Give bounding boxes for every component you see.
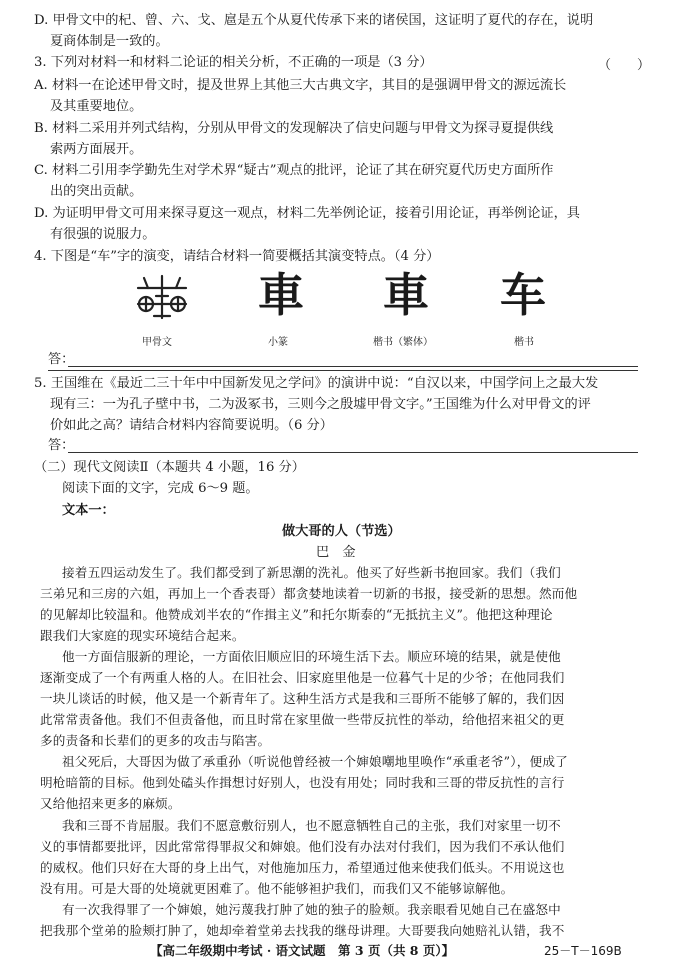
q3-option-b-cont: 索两方面展开。 — [50, 142, 143, 157]
paragraph-line: 的见解却比较温和。他赞成刘半农的“作揖主义”和托尔斯泰的“无抵抗主义”。他把这种理论 — [40, 607, 553, 622]
q3-option-d-cont: 有很强的说服力。 — [50, 227, 156, 242]
question-5-cont2: 价如此之高？请结合材料内容简要说明。（6 分） — [50, 418, 333, 433]
label-small-seal: 小篆 — [268, 337, 288, 348]
paragraph-line: 跟我们大家庭的现实环境结合起来。 — [40, 628, 245, 643]
paragraph-line: 又给他招来更多的麻烦。 — [40, 796, 181, 811]
small-seal-che-glyph: 車 — [258, 268, 304, 322]
paragraph-line: 一块儿谈话的时候，他又是一个新青年了。这种生活方式是我和三哥所不能够了解的，我们因 — [40, 691, 565, 706]
answer-label-q5: 答： — [48, 438, 75, 453]
paragraph-line: 的威权。他们只好在大哥的身上出气，对他施加压力，希望通过他来使我们低头。不用说这也 — [40, 860, 565, 875]
paragraph-line: 此常常责备他。我们不但责备他，而且时常在家里做一些带反抗性的举动，给他招来祖父的更 — [40, 712, 565, 727]
q3-option-d: D. 为证明甲骨文可用来探寻夏这一观点，材料二先举例论证，接着引用论证，再举例论证，具 — [34, 206, 580, 221]
question-4: 4. 下图是“车”字的演变，请结合材料一简要概括其演变特点。（4 分） — [34, 249, 440, 264]
passage-title: 做大哥的人（节选） — [282, 524, 401, 539]
text-one-label: 文本一： — [62, 503, 115, 518]
option-d-text: D. 甲骨文中的杞、曾、六、戈、扈是五个从夏代传承下来的诸侯国，这证明了夏代的存在，说明 — [34, 13, 594, 28]
answer-line-q4b[interactable] — [48, 370, 638, 371]
paragraph-line: 我和三哥不肯屈服。我们不愿意敷衍别人，也不愿意牺牲自己的主张，我们对家里一切不 — [62, 818, 561, 833]
footer-exam-code: 25－T－169B — [544, 944, 622, 958]
paragraph-line: 逐渐变成了一个有两重人格的人。在旧社会、旧家庭里他是一位暮气十足的少爷；在他同我们 — [40, 670, 565, 685]
answer-parentheses: （ ） — [598, 58, 651, 73]
answer-label-q4: 答： — [48, 352, 75, 367]
q3-option-a: A. 材料一在论述甲骨文时，提及世界上其他三大古典文字，其目的是强调甲骨文的源远流长 — [34, 78, 567, 93]
paragraph-line: 三弟兄和三房的六姐，再加上一个香表哥）都贪婪地读着一切新的书报，接受新的思想。然而他 — [40, 586, 578, 601]
section-heading: （二）现代文阅读Ⅱ（本题共 4 小题，16 分） — [34, 460, 305, 475]
paragraph-line: 多的责备和长辈们的更多的攻击与陷害。 — [40, 733, 271, 748]
paragraph-line: 没有用。可是大哥的处境就更困难了。他不能够袒护我们，而我们又不能够谅解他。 — [40, 881, 514, 896]
answer-line-q4a[interactable] — [68, 366, 638, 367]
paragraph-line: 接着五四运动发生了。我们都受到了新思潮的洗礼。他买了好些新书抱回家。我们（我们 — [62, 565, 561, 580]
q3-option-a-cont: 及其重要地位。 — [50, 99, 143, 114]
paragraph-line: 祖父死后，大哥因为做了承重孙（听说他曾经被一个婶娘嘲地里唤作“承重老爷”），便成了 — [62, 754, 568, 769]
q3-option-c: C. 材料二引用李学勤先生对学术界“疑古”观点的批评，论证了其在研究夏代历史方面所作 — [34, 163, 554, 178]
paragraph-line: 他一方面信服新的理论，一方面依旧顺应旧的环境生活下去。顺应环境的结果，就是使他 — [62, 649, 561, 664]
option-d-text-cont: 夏商体制是一致的。 — [50, 34, 169, 49]
answer-line-q5[interactable] — [68, 452, 638, 453]
passage-author: 巴 金 — [316, 545, 356, 560]
reading-instructions: 阅读下面的文字，完成 6～9 题。 — [62, 481, 259, 496]
paragraph-line: 明枪暗箭的目标。他到处磕头作揖想讨好别人，也没有用处；同时我和三哥的带反抗性的言行 — [40, 775, 565, 790]
footer-page-info: 【高二年级期中考试 · 语文试题 第 3 页（共 8 页）】 — [150, 943, 455, 958]
question-3: 3. 下列对材料一和材料二论证的相关分析，不正确的一项是（3 分） — [34, 55, 433, 70]
label-regular-simplified: 楷书 — [514, 337, 534, 348]
q3-option-c-cont: 出的突出贡献。 — [50, 184, 143, 199]
question-5-cont: 现有三：一为孔子壁中书，二为汲冢书，三则今之殷墟甲骨文字。”王国维为什么对甲骨文的评 — [50, 397, 591, 412]
question-5: 5. 王国维在《最近二三十年中中国新发见之学问》的演讲中说：“自汉以来，中国学问上之最大发 — [34, 376, 599, 391]
regular-traditional-che-glyph: 車 — [383, 268, 429, 322]
label-oracle-bone: 甲骨文 — [142, 337, 172, 348]
regular-simplified-che-glyph: 车 — [500, 268, 546, 322]
q3-option-b: B. 材料二采用并列式结构，分别从甲骨文的发现解决了信史问题与甲骨文为探寻夏提供线 — [34, 121, 554, 136]
oracle-bone-che-glyph — [134, 270, 190, 324]
paragraph-line: 有一次我得罪了一个婶娘，她污蔑我打肿了她的独子的脸颊。我亲眼看见她自己在盛怒中 — [62, 902, 561, 917]
label-regular-traditional: 楷书（繁体） — [373, 337, 433, 348]
paragraph-line: 义的事情都要批评，因此常常得罪叔父和婶娘。他们没有办法对付我们，因为我们不承认他们 — [40, 839, 565, 854]
paragraph-line: 把我那个堂弟的脸颊打肿了，她却牵着堂弟去找我的继母讲理。大哥要我向她赔礼认错，我不 — [40, 923, 565, 938]
